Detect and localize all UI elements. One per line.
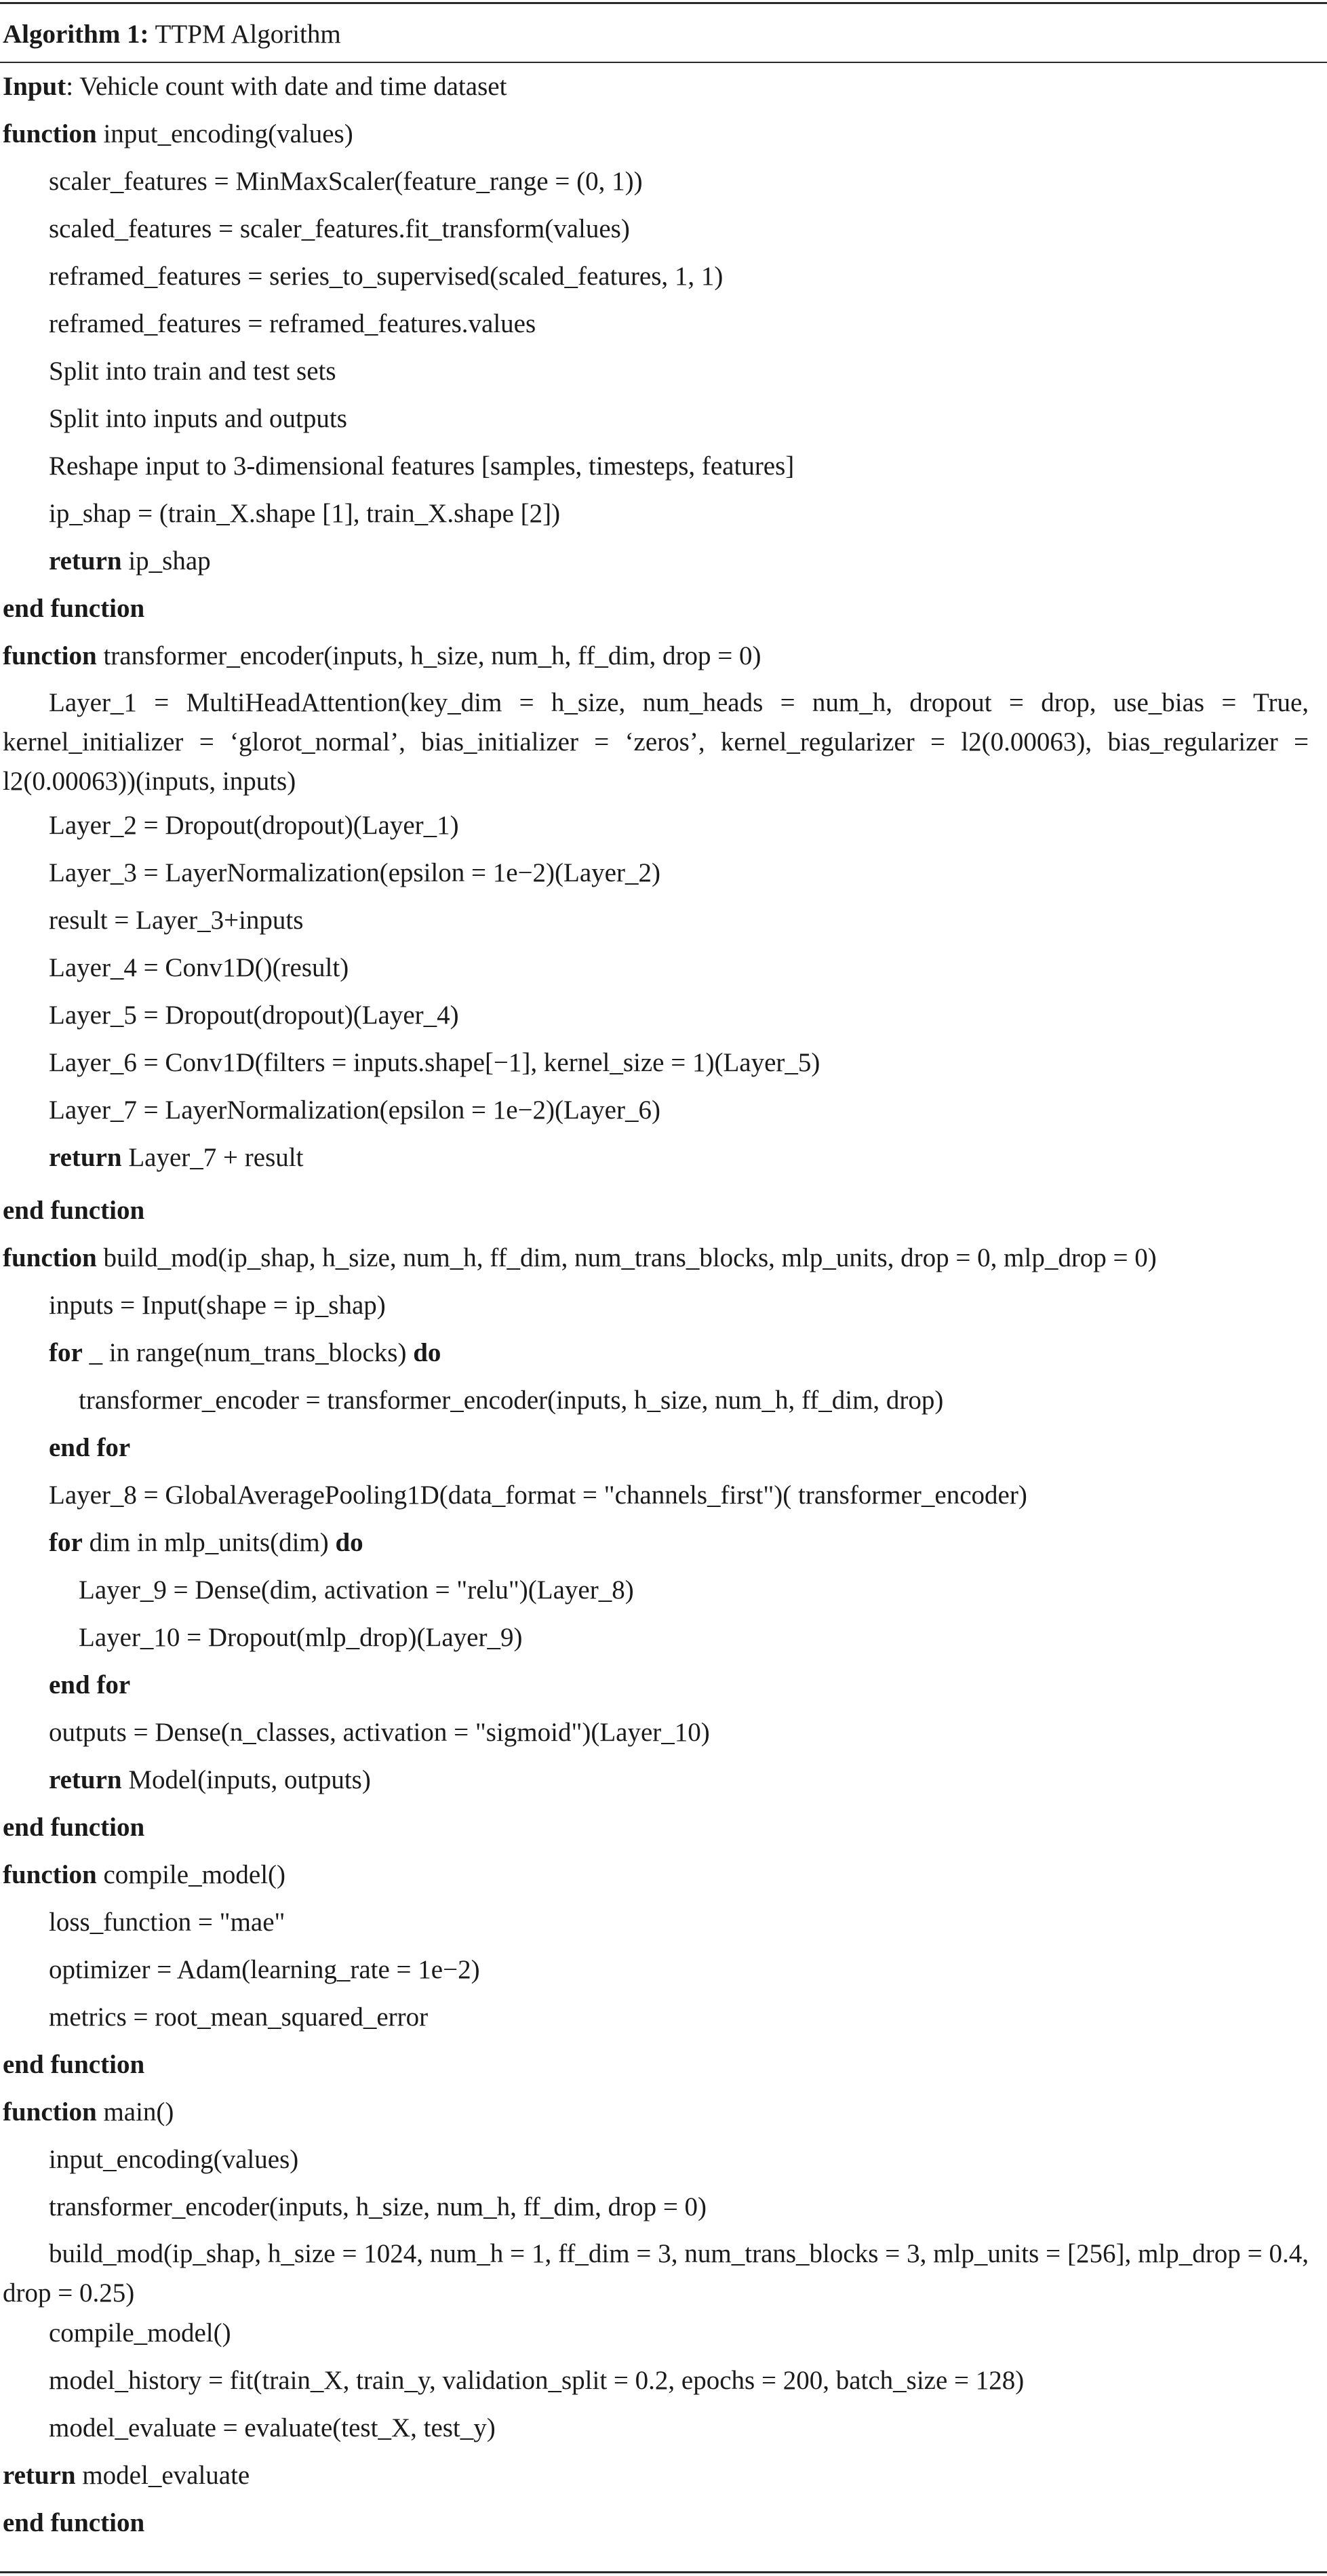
code-line: inputs = Input(shape = ip_shap) [49,1291,386,1320]
code-line: reframed_features = reframed_features.values [49,309,536,338]
code-line: function build_mod(ip_shap, h_size, num_h, ff_dim, num_trans_blocks, mlp_units, drop = 0, mlp_drop = 0) [3,1243,1157,1272]
code-line: end for [49,1433,131,1462]
code-line: end function [3,2050,145,2079]
code-line: function transformer_encoder(inputs, h_size, num_h, ff_dim, drop = 0) [3,641,761,670]
code-line-wrapped: build_mod(ip_shap, h_size = 1024, num_h = 1, ff_dim = 3, num_trans_blocks = 3, mlp_units = [256], mlp_drop = 0.4, drop = 0.25) [3,2239,1309,2308]
code-line: scaled_features = scaler_features.fit_transform(values) [49,214,630,243]
code-line: transformer_encoder(inputs, h_size, num_h, ff_dim, drop = 0) [49,2192,707,2221]
code-line: Layer_4 = Conv1D()(result) [49,953,349,982]
code-line: end for [49,1670,131,1699]
code-line: scaler_features = MinMaxScaler(feature_range = (0, 1)) [49,167,643,196]
code-line: Layer_10 = Dropout(mlp_drop)(Layer_9) [79,1623,523,1652]
code-line: ip_shap = (train_X.shape [1], train_X.shape [2]) [49,499,561,528]
code-line: Layer_2 = Dropout(dropout)(Layer_1) [49,811,459,840]
code-line: for dim in mlp_units(dim) do [49,1528,363,1557]
code-line: Reshape input to 3-dimensional features [samples, timesteps, features] [49,451,795,481]
code-line: return ip_shap [49,546,211,576]
code-line: return Model(inputs, outputs) [49,1765,371,1794]
algorithm-title: Algorithm 1: TTPM Algorithm [3,20,341,49]
code-line: loss_function = "mae" [49,1908,285,1937]
code-line: result = Layer_3+inputs [49,906,304,935]
code-line: model_evaluate = evaluate(test_X, test_y) [49,2413,496,2442]
code-line: optimizer = Adam(learning_rate = 1e−2) [49,1955,480,1984]
code-line-wrapped: Layer_1 = MultiHeadAttention(key_dim = h_size, num_heads = num_h, dropout = drop, use_bias = True, kernel_initializer = ‘glorot_normal’, bias_initializer = ‘zeros’, kernel_regularizer = l2(0.00063), bias_regularizer = l2(0.00063))(inputs, inputs) [3,688,1309,796]
bottom-rule [0,2571,1327,2573]
code-line: Layer_3 = LayerNormalization(epsilon = 1e−2)(Layer_2) [49,858,660,887]
code-line: function input_encoding(values) [3,119,353,148]
code-line: return model_evaluate [3,2461,250,2490]
code-line: metrics = root_mean_squared_error [49,2003,429,2032]
code-line: input_encoding(values) [49,2145,299,2174]
code-line: return Layer_7 + result [49,1143,304,1172]
code-line: function main() [3,2097,174,2127]
input-line: Input: Vehicle count with date and time dataset [3,72,507,101]
code-line: end function [3,1196,145,1225]
code-line: Layer_5 = Dropout(dropout)(Layer_4) [49,1001,459,1030]
code-line: end function [3,594,145,623]
code-line: Layer_7 = LayerNormalization(epsilon = 1e−2)(Layer_6) [49,1095,660,1125]
code-line: reframed_features = series_to_supervised(scaled_features, 1, 1) [49,262,724,291]
code-line: function compile_model() [3,1860,286,1889]
code-line: Split into inputs and outputs [49,404,347,433]
code-line: Layer_9 = Dense(dim, activation = "relu")(Layer_8) [79,1575,634,1605]
code-line: Layer_8 = GlobalAveragePooling1D(data_format = "channels_first")( transformer_encoder) [49,1481,1027,1510]
code-line: model_history = fit(train_X, train_y, validation_split = 0.2, epochs = 200, batch_size = 128) [49,2366,1025,2395]
code-line: compile_model() [49,2318,231,2348]
code-line: Split into train and test sets [49,357,336,386]
code-line: outputs = Dense(n_classes, activation = "sigmoid")(Layer_10) [49,1718,710,1747]
code-line: transformer_encoder = transformer_encoder(inputs, h_size, num_h, ff_dim, drop) [79,1386,944,1415]
code-line: for _ in range(num_trans_blocks) do [49,1338,441,1367]
code-line: Layer_6 = Conv1D(filters = inputs.shape[−1], kernel_size = 1)(Layer_5) [49,1048,820,1077]
top-rule [0,2,1327,4]
code-line: end function [3,2508,145,2537]
code-line: end function [3,1813,145,1842]
